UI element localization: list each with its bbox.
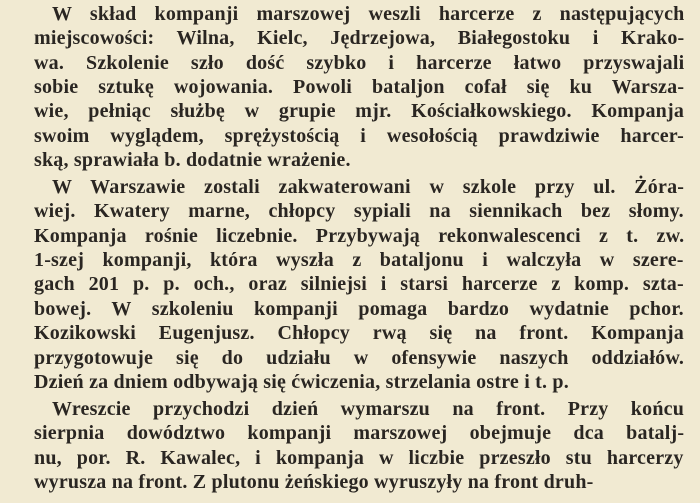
text-line: wie, pełniąc służbę w grupie mjr. Kościałkowskiego. Kompanja bbox=[34, 100, 685, 122]
text-line: ską, sprawiała b. dodatnie wrażenie. bbox=[34, 149, 351, 171]
text-line: Dzień za dniem odbywają się ćwiczenia, strzelania ostre i t. p. bbox=[34, 371, 569, 393]
text-line: gach 201 p. p. och., oraz silniejsi i starsi harcerze z komp. szta- bbox=[34, 273, 684, 295]
text-line: wa. Szkolenie szło dość szybko i harcerze łatwo przyswajali bbox=[34, 52, 685, 74]
text-line: miejscowości: Wilna, Kielc, Jędrzejowa, Białegostoku i Krako- bbox=[34, 27, 685, 49]
text-line: W skład kompanji marszowej weszli harcerze z następujących bbox=[52, 3, 685, 25]
text-line: 1-szej kompanji, która wyszła z bataljonu i walczyła w szere- bbox=[34, 249, 684, 271]
text-line: Wreszcie przychodzi dzień wymarszu na front. Przy końcu bbox=[52, 398, 685, 420]
text-line: przygotowuje się do udziału w ofensywie naszych oddziałów. bbox=[34, 347, 685, 369]
text-line: W Warszawie zostali zakwaterowani w szkole przy ul. Żóra- bbox=[52, 176, 685, 198]
text-line: Kozikowski Eugenjusz. Chłopcy rwą się na front. Kompanja bbox=[34, 322, 684, 344]
text-line: bowej. W szkoleniu kompanji pomaga bardzo wydatnie pchor. bbox=[34, 298, 684, 320]
text-line: nu, por. R. Kawalec, i kompanja w liczbie przeszło stu harcerzy bbox=[34, 447, 684, 469]
text-line: wiej. Kwatery marne, chłopcy sypiali na siennikach bez słomy. bbox=[34, 200, 684, 222]
text-line: wyrusza na front. Z plutonu żeńskiego wyruszyły na front druh- bbox=[34, 471, 594, 493]
text-line: Kompanja rośnie liczebnie. Przybywają rekonwalescenci z t. zw. bbox=[34, 225, 685, 247]
text-line: sierpnia dowództwo kompanji marszowej obejmuje dca batalj- bbox=[34, 422, 685, 444]
text-line: sobie sztukę wojowania. Powoli bataljon cofał się ku Warsza- bbox=[34, 76, 685, 98]
text-line: swoim wyglądem, sprężystością i wesołością prawdziwie harcer- bbox=[34, 125, 684, 147]
